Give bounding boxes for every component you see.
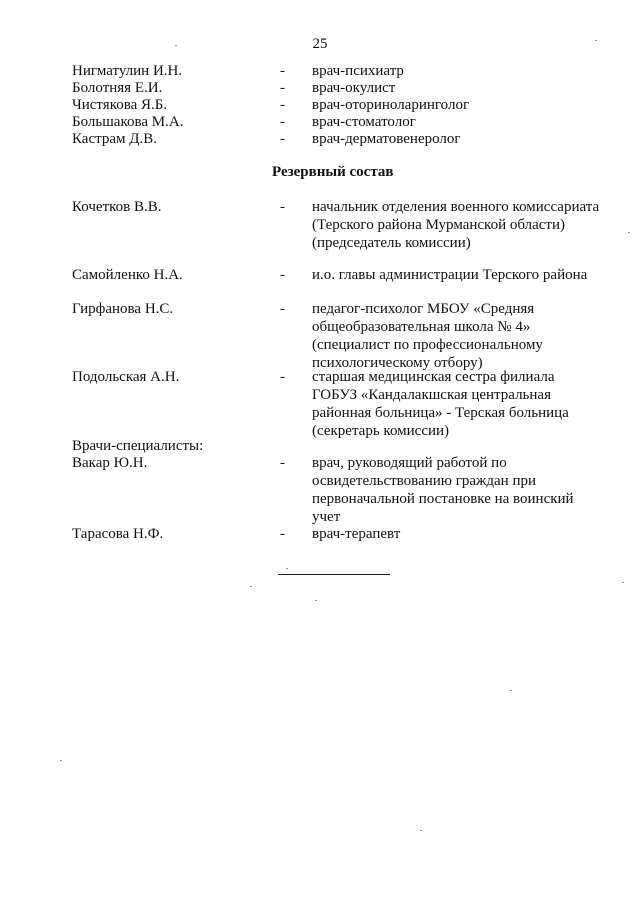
member-role: врач-стоматолог xyxy=(312,114,416,130)
specialists-heading: Врачи-специалисты: xyxy=(72,438,204,454)
member-name: Болотняя Е.И. xyxy=(72,80,163,96)
member-name: Вакар Ю.Н. xyxy=(72,455,148,471)
member-role: и.о. главы администрации Терского района xyxy=(312,267,588,283)
member-role: врач-терапевт xyxy=(312,526,401,542)
member-role: старшая медицинская сестра филиала ГОБУЗ «Кандалакшская центральная районная больница» - Терская больница (секретарь комиссии) xyxy=(312,369,569,439)
scan-speck xyxy=(420,830,422,831)
dash: - xyxy=(280,301,285,317)
dash: - xyxy=(280,526,285,542)
member-role: врач, руководящий работой по освидетельствованию граждан при первоначальной постановке на воинский учет xyxy=(312,455,574,525)
dash: - xyxy=(280,455,285,471)
scan-speck xyxy=(250,586,252,587)
scan-speck xyxy=(622,582,624,583)
member-name: Подольская А.Н. xyxy=(72,369,180,385)
member-name: Гирфанова Н.С. xyxy=(72,301,174,317)
member-role: врач-психиатр xyxy=(312,63,404,79)
member-name: Чистякова Я.Б. xyxy=(72,97,168,113)
reserve-heading: Резервный состав xyxy=(272,164,394,180)
member-role: врач-оториноларинголог xyxy=(312,97,470,113)
scan-speck xyxy=(595,40,597,41)
page-number: 25 xyxy=(312,36,328,52)
member-role: начальник отделения военного комиссариата (Терского района Мурманской области) (председатель комиссии) xyxy=(312,199,600,251)
member-role: врач-окулист xyxy=(312,80,396,96)
dash: - xyxy=(280,267,285,283)
dash: - xyxy=(280,114,285,130)
dash: - xyxy=(280,131,285,147)
scan-speck xyxy=(510,690,512,691)
member-role: врач-дерматовенеролог xyxy=(312,131,461,147)
scan-speck xyxy=(175,45,177,46)
dash: - xyxy=(280,80,285,96)
scan-speck xyxy=(286,568,288,569)
scan-speck xyxy=(60,760,62,761)
dash: - xyxy=(280,63,285,79)
dash: - xyxy=(280,369,285,385)
member-name: Самойленко Н.А. xyxy=(72,267,183,283)
end-rule xyxy=(278,574,390,575)
scan-speck xyxy=(628,232,630,233)
member-name: Тарасова Н.Ф. xyxy=(72,526,164,542)
member-role: педагог-психолог МБОУ «Средняя общеобразовательная школа № 4» (специалист по профессиональному психологическому отбору) xyxy=(312,301,543,371)
scan-speck xyxy=(315,600,317,601)
member-name: Кастрам Д.В. xyxy=(72,131,157,147)
dash: - xyxy=(280,199,285,215)
member-name: Большакова М.А. xyxy=(72,114,184,130)
dash: - xyxy=(280,97,285,113)
member-name: Кочетков В.В. xyxy=(72,199,162,215)
member-name: Нигматулин И.Н. xyxy=(72,63,183,79)
